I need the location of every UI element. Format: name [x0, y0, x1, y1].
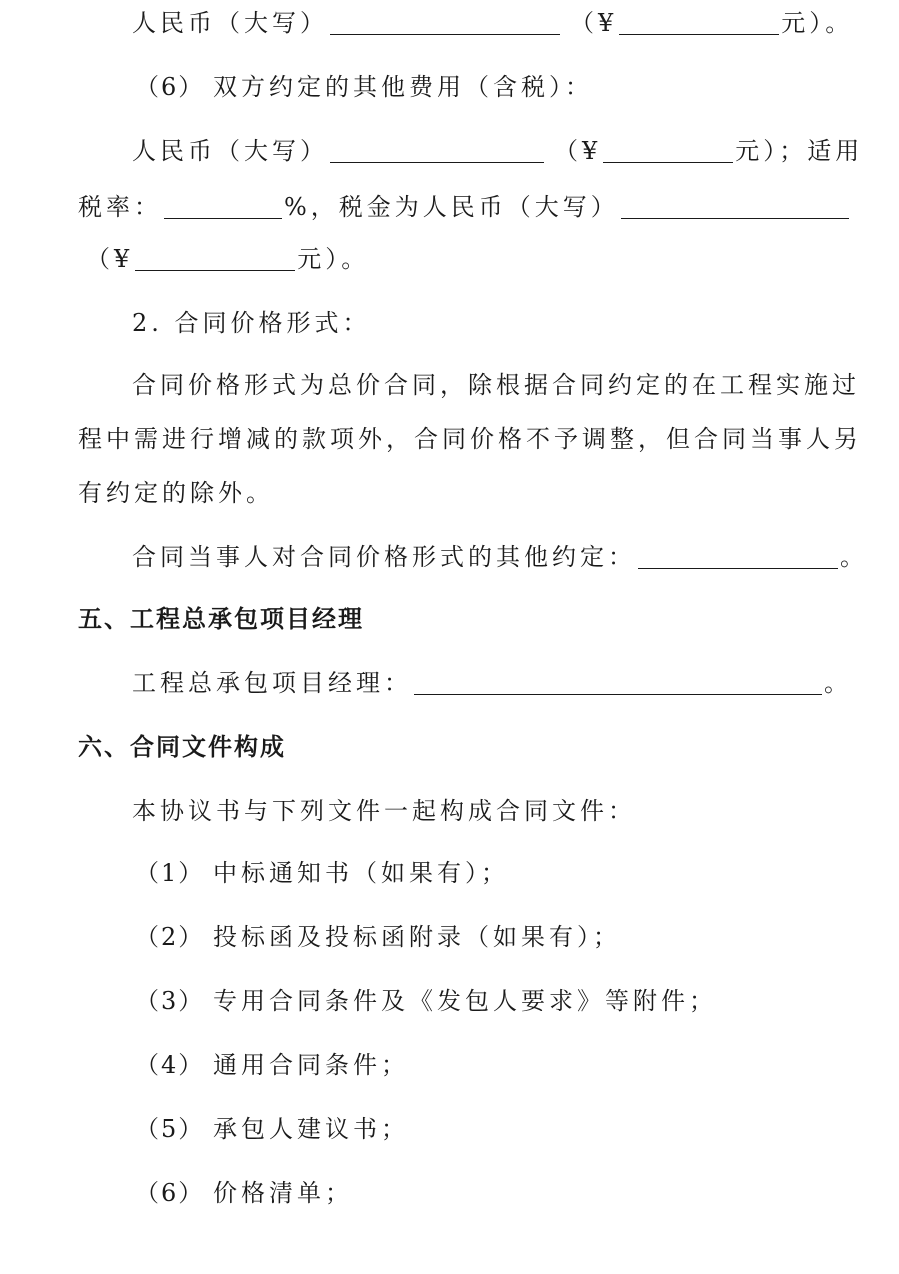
- project-manager-label: 工程总承包项目经理：: [132, 669, 412, 697]
- amount-words-blank: [330, 138, 544, 163]
- tax-rate-line: [78, 192, 851, 222]
- tax-amount-number-line: [86, 244, 369, 274]
- item-text: 价格清单；: [213, 1179, 353, 1207]
- paragraph-line: [78, 424, 862, 454]
- item-number: （4）: [135, 1051, 205, 1079]
- item-text: 双方约定的其他费用（含税）：: [213, 73, 593, 101]
- item-text: 中标通知书（如果有）；: [213, 859, 509, 887]
- item-number: （1）: [135, 859, 205, 887]
- rmb-amount-line-1: [132, 8, 853, 38]
- project-manager-blank: [414, 670, 822, 695]
- tax-amount-label: %，税金为人民币（大写）: [284, 193, 619, 221]
- intro-text: 本协议书与下列文件一起构成合同文件：: [132, 797, 636, 825]
- item-number: （6）: [135, 1179, 205, 1207]
- yen-open: （¥: [554, 137, 602, 165]
- tax-amount-words-blank: [621, 194, 849, 219]
- heading-text: 2. 合同价格形式：: [132, 309, 371, 337]
- section-five-heading: [78, 604, 364, 634]
- contract-price-form-heading: [132, 308, 371, 338]
- amount-number-blank: [603, 138, 733, 163]
- project-manager-line: [132, 668, 852, 698]
- tax-rate-blank: [164, 194, 282, 219]
- item-text: 专用合同条件及《发包人要求》等附件；: [213, 987, 717, 1015]
- yen-open: （¥: [570, 9, 618, 37]
- paragraph-line: [78, 478, 274, 508]
- other-agreement-line: [132, 542, 868, 572]
- other-agreement-blank: [638, 544, 838, 569]
- item-text: 通用合同条件；: [213, 1051, 409, 1079]
- list-item: [135, 1050, 409, 1080]
- section-six-intro: [132, 796, 636, 826]
- item-number: （5）: [135, 1115, 205, 1143]
- rmb-label: 人民币（大写）: [132, 137, 328, 165]
- section-six-heading: [78, 732, 286, 762]
- paragraph-text: 合同价格形式为总价合同，除根据合同约定的在工程实施过: [132, 371, 860, 399]
- other-agreement-label: 合同当事人对合同价格形式的其他约定：: [132, 543, 636, 571]
- item-other-fees: [135, 72, 593, 102]
- tax-rate-label: 税率：: [78, 193, 162, 221]
- yuan-close: 元）。: [297, 245, 370, 273]
- item-number: （6）: [135, 73, 205, 101]
- list-item: [135, 986, 717, 1016]
- list-item: [135, 1178, 353, 1208]
- rmb-amount-line-2: [132, 136, 863, 166]
- yen-open: （¥: [86, 245, 134, 273]
- paragraph-text: 有约定的除外。: [78, 479, 274, 507]
- tax-amount-number-blank: [135, 246, 295, 271]
- item-number: （3）: [135, 987, 205, 1015]
- list-item: [135, 858, 509, 888]
- yuan-close: 元）。: [781, 9, 854, 37]
- list-item: [135, 922, 621, 952]
- amount-number-blank: [619, 10, 779, 35]
- list-item: [135, 1114, 409, 1144]
- rmb-label: 人民币（大写）: [132, 9, 328, 37]
- period: 。: [840, 543, 868, 571]
- item-text: 承包人建议书；: [213, 1115, 409, 1143]
- paragraph-text: 程中需进行增减的款项外，合同价格不予调整，但合同当事人另: [78, 425, 862, 453]
- heading-text: 五、工程总承包项目经理: [78, 605, 364, 633]
- heading-text: 六、合同文件构成: [78, 733, 286, 761]
- amount-words-blank: [330, 10, 560, 35]
- yuan-close-tax-rate: 元）；适用: [735, 137, 864, 165]
- item-text: 投标函及投标函附录（如果有）；: [213, 923, 621, 951]
- period: 。: [824, 669, 852, 697]
- paragraph-line: [132, 370, 860, 400]
- item-number: （2）: [135, 923, 205, 951]
